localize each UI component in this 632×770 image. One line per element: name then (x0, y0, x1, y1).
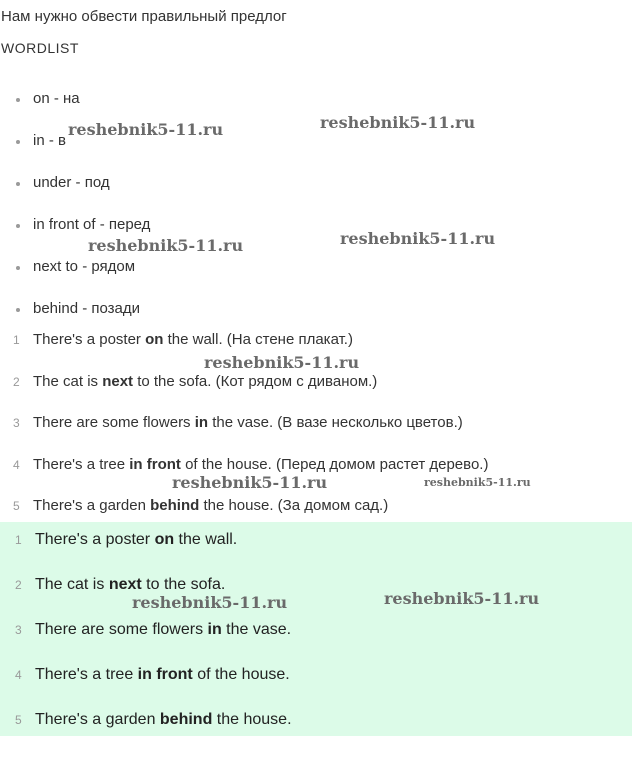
answer-item (0, 618, 292, 663)
bullet-icon (16, 308, 20, 312)
item-number: 4 (13, 457, 20, 472)
watermark: reshebnik5-11.ru (204, 353, 360, 372)
item-number: 3 (15, 623, 22, 637)
sentence-start: The cat is (33, 372, 103, 390)
sentence-end: of the house. (Перед домом растет дерево.) (180, 455, 489, 473)
watermark: reshebnik5-11.ru (68, 120, 224, 139)
sentence-start: There's a garden (35, 711, 160, 728)
watermark: reshebnik5-11.ru (384, 589, 540, 608)
sentence-end: the wall. (На стене плакат.) (163, 331, 353, 348)
sentence-start: There's a tree (33, 455, 130, 473)
sentence-end: to the sofa. (141, 576, 226, 593)
wordlist-text: in - в (33, 132, 66, 149)
sentence-end: the vase. (221, 621, 292, 638)
sentence-end: to the sofa. (Кот рядом с диваном.) (133, 372, 378, 390)
item-number: 3 (13, 416, 20, 430)
sentence-end: the house. (За домом сад.) (199, 497, 389, 514)
item-number: 5 (13, 499, 20, 513)
preposition: next (108, 576, 142, 593)
wordlist-text: next to - рядом (33, 258, 136, 275)
bullet-icon (16, 224, 20, 228)
sentence-start: There are some flowers (33, 414, 195, 431)
bullet-icon (16, 98, 20, 102)
answer-item (0, 663, 292, 708)
wordlist-text: in front of - перед (33, 216, 151, 233)
watermark: reshebnik5-11.ru (320, 113, 476, 132)
watermark: reshebnik5-11.ru (88, 236, 244, 255)
answer-list (0, 528, 292, 753)
preposition: in (207, 621, 222, 638)
exercise-item (0, 370, 488, 412)
item-number: 2 (13, 374, 20, 389)
sentence-start: The cat is (35, 576, 109, 593)
preposition: behind (159, 711, 213, 728)
sentence-end: the house. (212, 711, 292, 728)
bullet-icon (16, 140, 20, 144)
wordlist-text: on - на (33, 90, 80, 107)
watermark: reshebnik5-11.ru (424, 476, 531, 489)
preposition: next (102, 372, 134, 390)
item-number: 4 (15, 668, 22, 682)
answer-item (0, 528, 292, 573)
exercise-item (0, 411, 488, 453)
list-item (0, 171, 150, 213)
sentence-start: There's a poster (35, 531, 155, 548)
answer-box (0, 522, 632, 736)
watermark: reshebnik5-11.ru (172, 473, 328, 492)
task-title: Нам нужно обвести правильный предлог (1, 8, 287, 25)
preposition: in front (137, 666, 193, 683)
sentence-end: the wall. (174, 531, 238, 548)
sentence-start: There's a poster (33, 331, 146, 348)
item-number: 1 (15, 533, 22, 547)
sentence-start: There are some flowers (35, 621, 208, 638)
watermark: reshebnik5-11.ru (340, 229, 496, 248)
wordlist-text: under - под (33, 174, 110, 191)
item-number: 5 (15, 713, 22, 727)
bullet-icon (16, 182, 20, 186)
list-item (0, 255, 150, 297)
watermark: reshebnik5-11.ru (132, 593, 288, 612)
preposition: on (145, 331, 164, 348)
preposition: on (154, 531, 175, 548)
preposition: behind (150, 497, 200, 514)
sentence-start: There's a tree (35, 666, 138, 683)
bullet-icon (16, 266, 20, 270)
sentence-end: the vase. (В вазе несколько цветов.) (208, 414, 463, 431)
preposition: in front (129, 455, 181, 473)
answer-item (0, 708, 292, 753)
sentence-end: of the house. (192, 666, 290, 683)
item-number: 2 (15, 578, 22, 592)
wordlist-text: behind - позади (33, 300, 141, 317)
wordlist-heading: WORDLIST (1, 40, 79, 56)
preposition: in (194, 414, 209, 431)
sentence-start: There's a garden (33, 497, 151, 514)
item-number: 1 (13, 333, 20, 347)
